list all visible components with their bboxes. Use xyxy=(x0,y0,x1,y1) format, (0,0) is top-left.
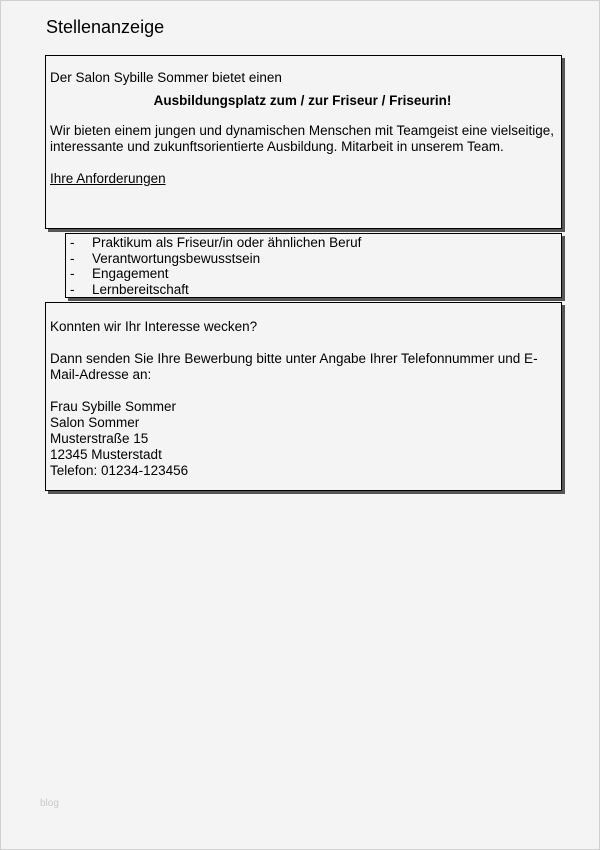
requirement-text: Praktikum als Friseur/in oder ähnlichen Beruf xyxy=(92,235,362,250)
watermark: blog xyxy=(40,798,59,809)
list-item xyxy=(70,282,555,298)
address-line: Musterstraße 15 xyxy=(50,431,149,446)
list-item xyxy=(70,251,555,267)
requirement-text: Verantwortungsbewusstsein xyxy=(92,250,261,266)
phone-line: Telefon: 01234-123456 xyxy=(50,463,189,478)
list-item xyxy=(70,235,555,251)
requirement-text: Engagement xyxy=(92,266,169,282)
requirements-list xyxy=(70,235,555,298)
job-headline: Ausbildungsplatz zum / zur Friseur / Friseurin! xyxy=(153,93,452,108)
requirement-text: Lernbereitschaft xyxy=(92,282,189,298)
bullet-dash: - xyxy=(70,250,75,266)
address-line: Frau Sybille Sommer xyxy=(50,399,177,414)
list-item xyxy=(70,266,555,282)
intro-box xyxy=(45,55,562,229)
application-instruction: Dann senden Sie Ihre Bewerbung bitte unter Angabe Ihrer Telefonnummer und E-Mail-Adresse an: xyxy=(50,351,538,382)
bullet-dash: - xyxy=(70,282,75,298)
interest-question: Konnten wir Ihr Interesse wecken? xyxy=(50,319,258,334)
intro-line: Der Salon Sybille Sommer bietet einen xyxy=(50,70,282,85)
bullet-dash: - xyxy=(70,266,75,282)
contact-box xyxy=(45,302,562,491)
requirements-heading: Ihre Anforderungen xyxy=(50,171,166,186)
bullet-dash: - xyxy=(70,235,75,250)
job-description: Wir bieten einem jungen und dynamischen Menschen mit Teamgeist eine vielseitige, interessante und zukunftsorientierte Ausbildung. Mitarbeit in unserem Team. xyxy=(50,123,555,154)
page-title: Stellenanzeige xyxy=(46,17,165,37)
address-line: 12345 Musterstadt xyxy=(50,447,162,462)
requirements-box xyxy=(65,233,562,298)
address-line: Salon Sommer xyxy=(50,415,140,430)
